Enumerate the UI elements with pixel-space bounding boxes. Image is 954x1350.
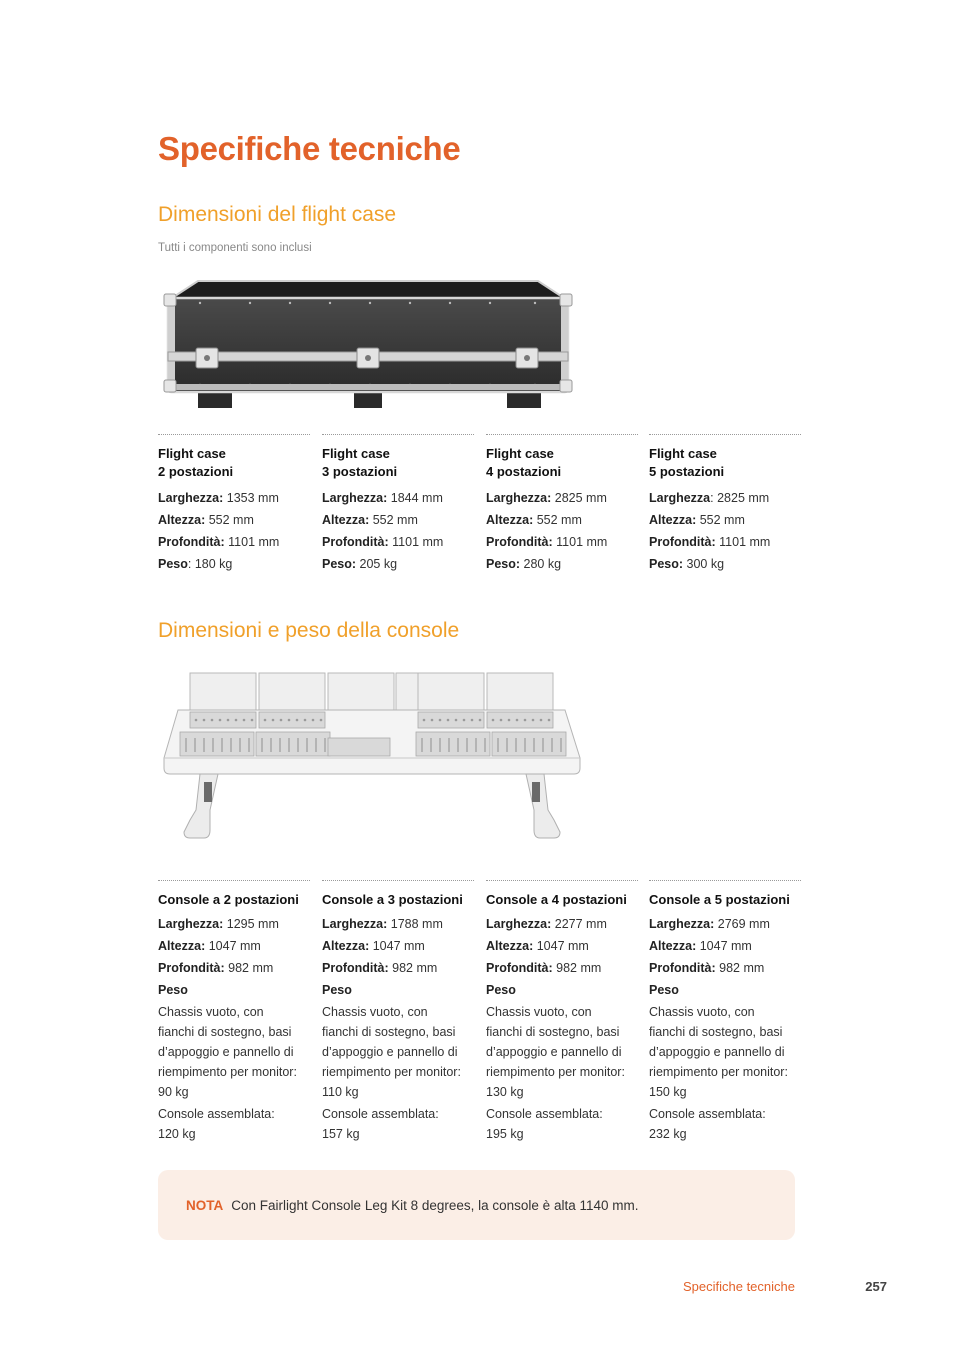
console-3-specs: Console a 3 postazioni Larghezza: 1788 mm Altezza: 1047 mm Profondità: 982 mm Peso Chassis vuoto, con fianchi di sostegno, basi d’appoggio e pannello di riempimento per monitor: 110 kg Console assemblata: 157 kg: [322, 880, 474, 1144]
chassis-weight: Chassis vuoto, con fianchi di sostegno, basi d’appoggio e pannello di riempimento per monitor: 110 kg: [322, 1005, 461, 1099]
flight-case-5-specs: Flight case 5 postazioni Larghezza: 2825 mm Altezza: 552 mm Profondità: 1101 mm Peso: 300 kg: [649, 434, 801, 571]
spec-heading: Console a 2 postazioni: [158, 892, 299, 907]
flight-case-3-specs: Flight case 3 postazioni Larghezza: 1844 mm Altezza: 552 mm Profondità: 1101 mm Peso: 205 kg: [322, 434, 474, 571]
chassis-weight: Chassis vuoto, con fianchi di sostegno, basi d’appoggio e pannello di riempimento per monitor: 150 kg: [649, 1005, 788, 1099]
spec-heading-sub: 4 postazioni: [486, 464, 562, 479]
assembled-weight: Console assemblata: 195 kg: [486, 1107, 603, 1141]
spec-heading-sub: 3 postazioni: [322, 464, 398, 479]
spec-heading: Console a 4 postazioni: [486, 892, 627, 907]
note-tag: NOTA: [186, 1197, 224, 1213]
spec-heading: Flight case: [158, 446, 226, 461]
console-5-specs: Console a 5 postazioni Larghezza: 2769 mm Altezza: 1047 mm Profondità: 982 mm Peso Chassis vuoto, con fianchi di sostegno, basi d’appoggio e pannello di riempimento per monitor: 150 kg Console assemblata: 232 kg: [649, 880, 801, 1144]
flight-case-subtitle: Tutti i componenti sono inclusi: [158, 242, 312, 254]
spec-heading: Flight case: [322, 446, 390, 461]
flight-case-4-specs: Flight case 4 postazioni Larghezza: 2825 mm Altezza: 552 mm Profondità: 1101 mm Peso: 280 kg: [486, 434, 638, 571]
spec-heading: Flight case: [486, 446, 554, 461]
console-image: [160, 670, 585, 845]
console-4-specs: Console a 4 postazioni Larghezza: 2277 mm Altezza: 1047 mm Profondità: 982 mm Peso Chassis vuoto, con fianchi di sostegno, basi d’appoggio e pannello di riempimento per monitor: 130 kg Console assemblata: 195 kg: [486, 880, 638, 1144]
chassis-weight: Chassis vuoto, con fianchi di sostegno, basi d’appoggio e pannello di riempimento per monitor: 130 kg: [486, 1005, 625, 1099]
page-number: 257: [865, 1279, 887, 1294]
note-text: Con Fairlight Console Leg Kit 8 degrees, la console è alta 1140 mm.: [231, 1197, 639, 1213]
spec-heading: Console a 3 postazioni: [322, 892, 463, 907]
assembled-weight: Console assemblata: 157 kg: [322, 1107, 439, 1141]
spec-heading: Flight case: [649, 446, 717, 461]
page-title: Specifiche tecniche: [158, 130, 461, 167]
spec-heading: Console a 5 postazioni: [649, 892, 790, 907]
flight-case-2-specs: Flight case 2 postazioni Larghezza: 1353 mm Altezza: 552 mm Profondità: 1101 mm Peso: 180 kg: [158, 434, 310, 571]
spec-heading-sub: 2 postazioni: [158, 464, 234, 479]
assembled-weight: Console assemblata: 120 kg: [158, 1107, 275, 1141]
spec-heading-sub: 5 postazioni: [649, 464, 725, 479]
assembled-weight: Console assemblata: 232 kg: [649, 1107, 766, 1141]
console-2-specs: Console a 2 postazioni Larghezza: 1295 mm Altezza: 1047 mm Profondità: 982 mm Peso Chassis vuoto, con fianchi di sostegno, basi d’appoggio e pannello di riempimento per monitor: 90 kg Console assemblata: 120 kg: [158, 880, 310, 1144]
chassis-weight: Chassis vuoto, con fianchi di sostegno, basi d’appoggio e pannello di riempimento per monitor: 90 kg: [158, 1005, 297, 1099]
flight-case-heading: Dimensioni del flight case: [158, 203, 397, 226]
note-box: [158, 1170, 795, 1240]
console-heading: Dimensioni e peso della console: [158, 619, 460, 642]
footer-section-label: Specifiche tecniche: [682, 1279, 795, 1294]
flight-case-image: [160, 272, 575, 412]
